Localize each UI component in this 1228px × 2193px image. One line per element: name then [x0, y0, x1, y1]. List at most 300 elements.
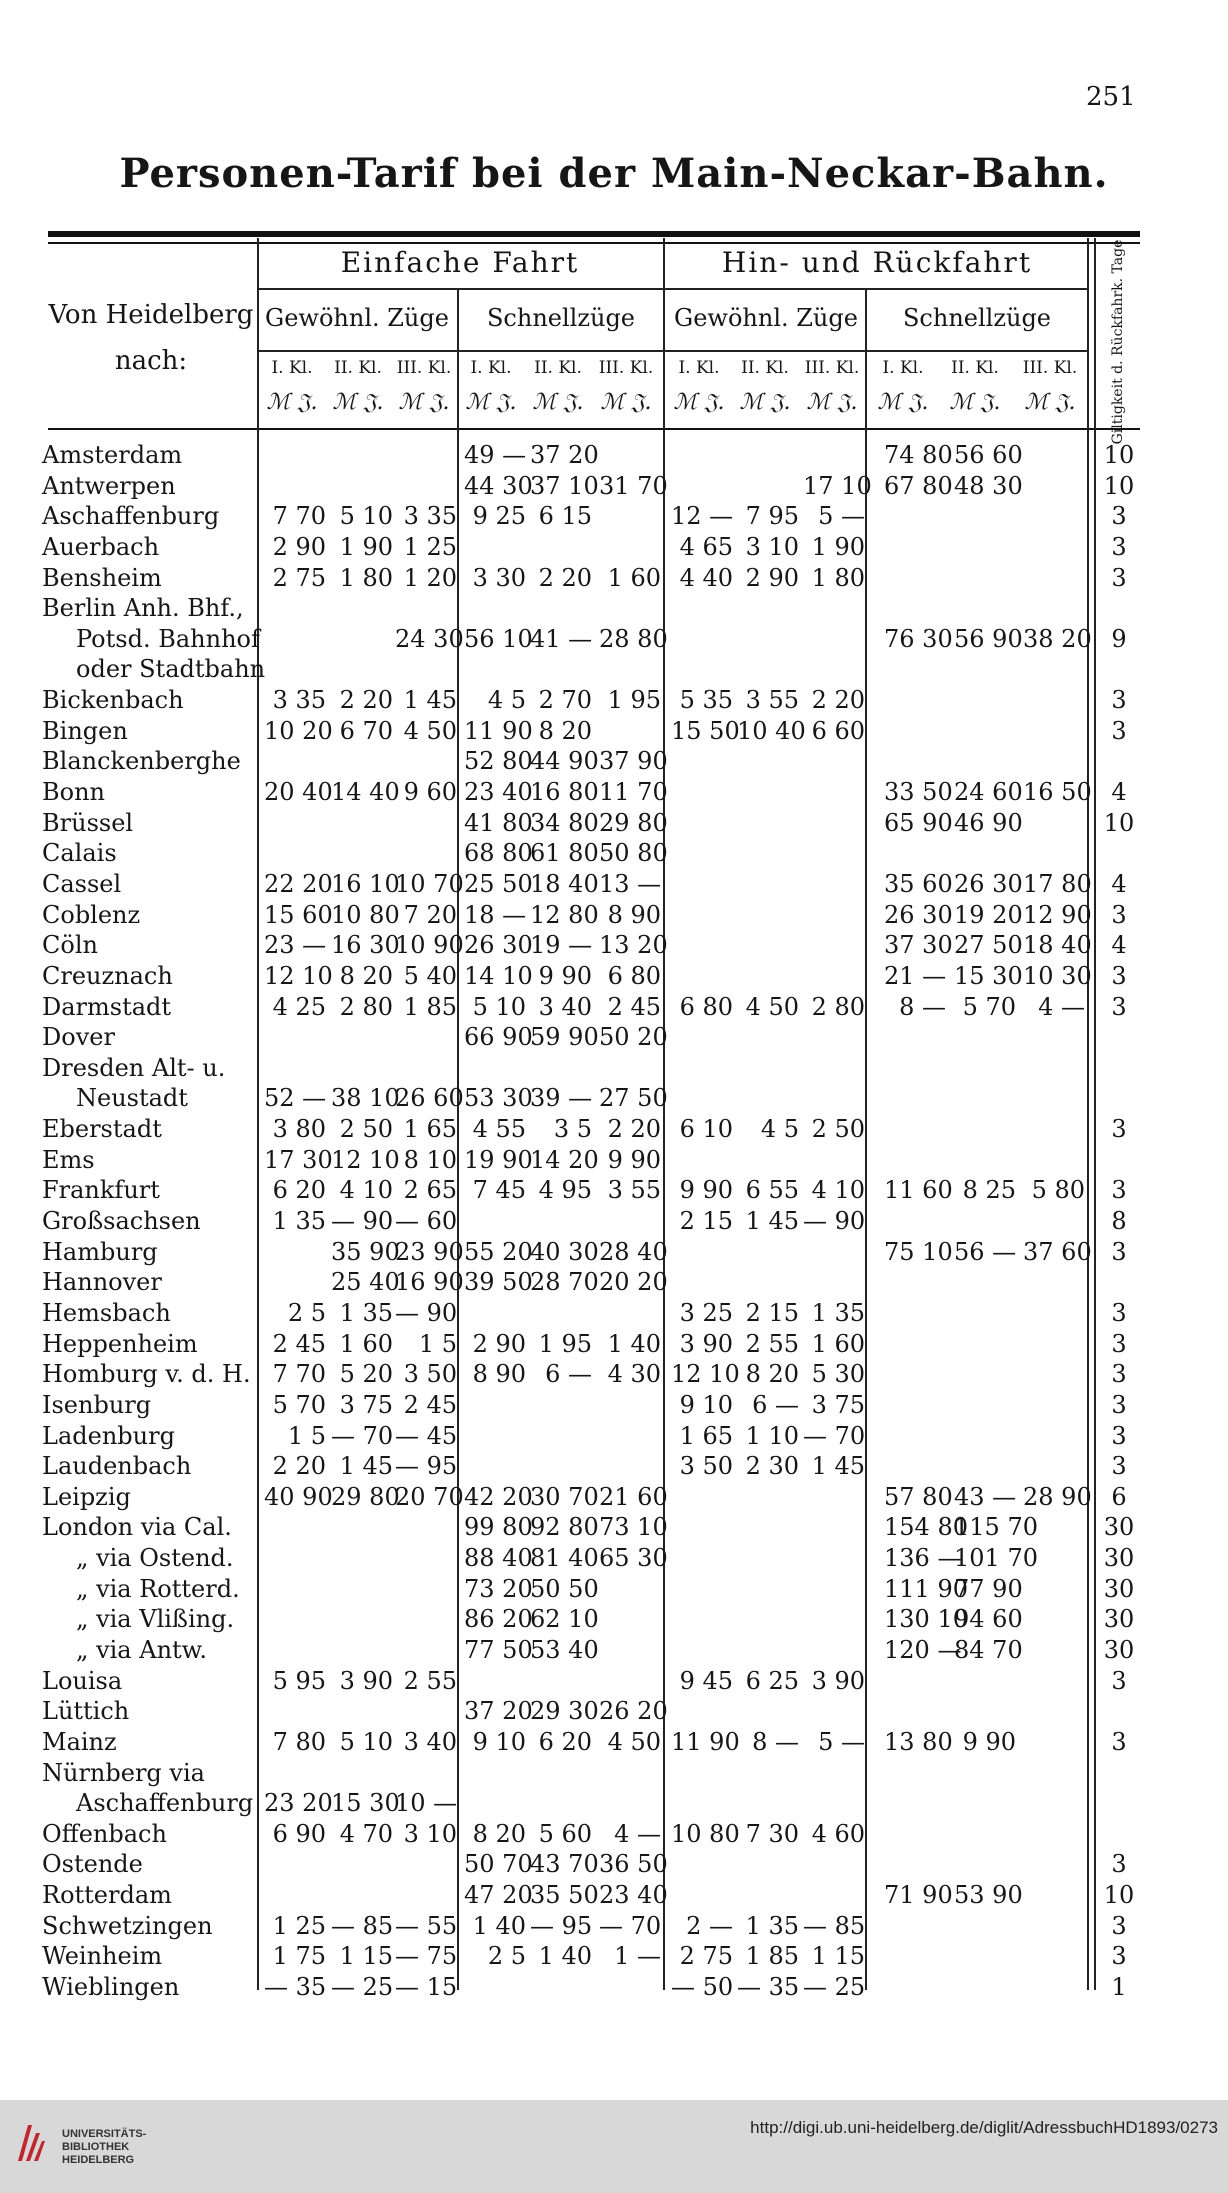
fare-cell: 2 45: [272, 1329, 326, 1358]
unit-header: ℳ 𝔍.: [332, 390, 384, 415]
subheader-rule: [257, 288, 663, 290]
table-row: [0, 440, 1228, 471]
validity-days: 3: [1111, 1298, 1127, 1327]
fare-cell: 1 —: [614, 1942, 661, 1971]
fare-cell: 1 60: [607, 563, 661, 592]
fare-cell: — 90: [803, 1207, 866, 1236]
fare-cell: 1 85: [403, 992, 457, 1021]
fare-cell: 4 70: [339, 1819, 393, 1848]
fare-cell: 2 80: [811, 992, 865, 1021]
class-header: III. Kl.: [598, 358, 654, 378]
validity-days: 1: [1111, 1973, 1127, 2002]
validity-days: 10: [1103, 441, 1135, 469]
destination-name: Neustadt: [76, 1084, 188, 1113]
fare-cell: 73 20: [464, 1574, 533, 1603]
fare-cell: 53 40: [530, 1635, 599, 1664]
validity-days: 3: [1111, 1452, 1127, 1481]
fare-cell: 3 10: [745, 532, 799, 561]
fare-cell: 31 70: [599, 471, 668, 500]
destination-name: Berlin Anh. Bhf.,: [42, 594, 244, 623]
fare-cell: 3 40: [403, 1727, 457, 1756]
fare-cell: 6 90: [272, 1819, 326, 1848]
fare-cell: 21 60: [599, 1482, 668, 1511]
fare-cell: 11 90: [464, 716, 533, 745]
page-title: Personen-Tarif bei der Main-Neckar-Bahn.: [119, 150, 1109, 197]
fare-cell: 7 70: [272, 1360, 326, 1389]
fare-cell: 25 40: [331, 1268, 400, 1297]
class-header: I. Kl.: [678, 358, 720, 378]
fare-cell: 8 20: [339, 961, 393, 990]
fare-cell: 44 30: [464, 471, 533, 500]
fare-cell: 41 —: [530, 624, 593, 653]
fare-cell: 1 35: [811, 1298, 865, 1327]
destination-name: Brüssel: [42, 808, 134, 837]
fare-cell: 1 40: [607, 1329, 661, 1358]
fare-cell: 12 90: [1023, 900, 1092, 929]
destination-name: Wieblingen: [42, 1973, 180, 2002]
fare-cell: 40 90: [264, 1482, 333, 1511]
fare-cell: 16 80: [530, 778, 599, 807]
fare-cell: 2 20: [339, 686, 393, 715]
fare-cell: — 95: [530, 1911, 593, 1940]
table-row: [0, 1114, 1228, 1145]
validity-header: [1096, 239, 1140, 445]
fare-cell: 4 10: [339, 1176, 393, 1205]
fare-cell: 1 45: [339, 1452, 393, 1481]
unit-header: ℳ 𝔍.: [739, 390, 791, 415]
top-rule: [48, 231, 1140, 237]
fare-cell: 73 10: [599, 1513, 668, 1542]
destination-name: Amsterdam: [42, 441, 183, 469]
fare-cell: 6 60: [811, 716, 865, 745]
validity-days: 4: [1111, 778, 1127, 807]
fare-cell: 84 70: [954, 1635, 1023, 1664]
validity-days: 6: [1111, 1482, 1127, 1511]
table-row: [0, 1359, 1228, 1390]
fare-cell: 1 95: [607, 686, 661, 715]
fare-cell: 4 55: [472, 1115, 526, 1144]
fare-cell: 20 20: [599, 1268, 668, 1297]
fare-cell: 53 90: [954, 1881, 1023, 1910]
fare-cell: 92 80: [530, 1513, 599, 1542]
validity-days: 4: [1111, 931, 1127, 960]
unit-header: ℳ 𝔍.: [266, 390, 318, 415]
table-row: [0, 777, 1228, 808]
fare-cell: 29 30: [530, 1697, 599, 1726]
destination-name: Hamburg: [42, 1237, 158, 1266]
fare-cell: 1 65: [403, 1115, 457, 1144]
fare-cell: — 25: [803, 1973, 866, 2002]
fare-cell: 9 10: [679, 1390, 733, 1419]
fare-cell: 8 90: [472, 1360, 526, 1389]
fare-cell: 37 30: [884, 931, 953, 960]
fare-cell: 101 70: [954, 1544, 1038, 1573]
fare-cell: 42 20: [464, 1482, 533, 1511]
fare-cell: 47 20: [464, 1881, 533, 1910]
destination-name: Blanckenberghe: [42, 747, 241, 776]
destination-name: Ems: [42, 1145, 95, 1174]
fare-cell: 34 80: [530, 808, 599, 837]
fare-cell: — 70: [331, 1421, 394, 1450]
destination-name: Frankfurt: [42, 1176, 160, 1205]
destination-name: Dresden Alt- u.: [42, 1053, 226, 1082]
table-row: [0, 900, 1228, 931]
fare-cell: 4 30: [607, 1360, 661, 1389]
fare-cell: 9 60: [403, 778, 457, 807]
fare-cell: 2 90: [472, 1329, 526, 1358]
fare-cell: 6 10: [679, 1115, 733, 1144]
fare-cell: 21 —: [884, 961, 947, 990]
fare-cell: 37 10: [530, 471, 599, 500]
fare-cell: 8 20: [745, 1360, 799, 1389]
fare-cell: 28 90: [1023, 1482, 1092, 1511]
fare-cell: 1 35: [272, 1207, 326, 1236]
fare-cell: 4 50: [745, 992, 799, 1021]
fare-cell: 3 90: [679, 1329, 733, 1358]
fare-cell: 26 20: [599, 1697, 668, 1726]
validity-days: 3: [1111, 1421, 1127, 1450]
fare-cell: 26 30: [884, 900, 953, 929]
subheader-rule: [665, 288, 1087, 290]
table-row: [0, 593, 1228, 624]
fare-cell: 14 20: [530, 1145, 599, 1174]
unit-header: ℳ 𝔍.: [1024, 390, 1076, 415]
fare-cell: 11 90: [671, 1727, 740, 1756]
fare-cell: 1 5: [287, 1421, 326, 1450]
fare-cell: 56 —: [954, 1237, 1017, 1266]
fare-cell: 4 65: [679, 532, 733, 561]
fare-cell: 19 —: [530, 931, 593, 960]
fare-cell: 56 10: [464, 624, 533, 653]
source-url-link[interactable]: http://digi.ub.uni-heidelberg.de/diglit/AdressbuchHD1893/0273: [750, 2118, 1218, 2137]
fare-cell: 2 55: [403, 1666, 457, 1695]
fare-cell: 27 50: [954, 931, 1023, 960]
validity-days: 3: [1111, 1911, 1127, 1940]
fare-cell: — 50: [671, 1973, 734, 2002]
fare-cell: 6 80: [679, 992, 733, 1021]
fare-cell: 11 70: [599, 778, 668, 807]
page-number: 251: [1086, 82, 1136, 112]
fare-cell: 23 —: [264, 931, 327, 960]
fare-cell: 9 10: [472, 1727, 526, 1756]
validity-days: 30: [1103, 1513, 1135, 1542]
fare-cell: 38 10: [331, 1084, 400, 1113]
validity-days: 3: [1111, 716, 1127, 745]
fare-cell: 6 15: [538, 502, 592, 531]
table-row: [0, 1206, 1228, 1237]
table-row: [0, 563, 1228, 594]
fare-cell: 27 50: [599, 1084, 668, 1113]
validity-days: 8: [1111, 1207, 1127, 1236]
validity-days: 3: [1111, 1176, 1127, 1205]
fare-cell: 7 30: [745, 1819, 799, 1848]
fare-cell: 9 90: [607, 1145, 661, 1174]
destination-name: „ via Rotterd.: [76, 1574, 240, 1603]
fare-cell: 7 95: [745, 502, 799, 531]
class-header: III. Kl.: [804, 358, 860, 378]
fare-cell: 8 10: [403, 1145, 457, 1174]
fare-cell: 5 —: [818, 1727, 865, 1756]
fare-cell: 39 —: [530, 1084, 593, 1113]
destination-name: „ via Antw.: [76, 1635, 207, 1664]
fare-cell: 4 40: [679, 563, 733, 592]
fare-cell: 9 25: [472, 502, 526, 531]
table-row: [0, 1482, 1228, 1513]
table-row: [0, 1696, 1228, 1727]
table-row: [0, 1849, 1228, 1880]
library-name-line: BIBLIOTHEK: [62, 2141, 130, 2153]
validity-days: 3: [1111, 502, 1127, 531]
fare-cell: 10 70: [395, 869, 464, 898]
fare-cell: — 55: [395, 1911, 458, 1940]
fare-cell: — 85: [803, 1911, 866, 1940]
fare-cell: 17 80: [1023, 869, 1092, 898]
fare-cell: 1 35: [745, 1911, 799, 1940]
fare-cell: 2 5: [487, 1942, 526, 1971]
class-header: II. Kl.: [334, 358, 382, 378]
fare-cell: 94 60: [954, 1605, 1023, 1634]
fare-cell: 10 20: [264, 716, 333, 745]
table-row: [0, 930, 1228, 961]
fare-cell: 5 60: [538, 1819, 592, 1848]
class-header: I. Kl.: [271, 358, 313, 378]
return-express-header: Schnellzüge: [902, 304, 1052, 332]
destination-name: Hemsbach: [42, 1298, 171, 1327]
fare-cell: 12 —: [671, 502, 734, 531]
fare-cell: 8 90: [607, 900, 661, 929]
destination-name: Bickenbach: [42, 686, 184, 715]
fare-cell: 9 90: [538, 961, 592, 990]
destination-name: Eberstadt: [42, 1115, 162, 1144]
fare-cell: 59 90: [530, 1023, 599, 1052]
fare-cell: 1 80: [339, 563, 393, 592]
table-row: [0, 961, 1228, 992]
fare-cell: 10 90: [395, 931, 464, 960]
fare-cell: 28 40: [599, 1237, 668, 1266]
destination-name: oder Stadtbahn: [76, 655, 266, 684]
validity-days: 30: [1103, 1574, 1135, 1603]
validity-days: 30: [1103, 1605, 1135, 1634]
fare-cell: 3 35: [403, 502, 457, 531]
destination-name: Leipzig: [42, 1482, 131, 1511]
fare-cell: 37 20: [530, 441, 599, 469]
unit-header: ℳ 𝔍.: [465, 390, 517, 415]
fare-cell: 65 90: [884, 808, 953, 837]
table-row: [0, 1788, 1228, 1819]
fare-cell: 2 75: [272, 563, 326, 592]
fare-cell: 48 30: [954, 471, 1023, 500]
fare-cell: 2 90: [745, 563, 799, 592]
table-row: [0, 1758, 1228, 1789]
fare-cell: 9 45: [679, 1666, 733, 1695]
validity-days: 30: [1103, 1544, 1135, 1573]
fare-cell: 46 90: [954, 808, 1023, 837]
table-row: [0, 1972, 1228, 2003]
fare-cell: 120 —: [884, 1635, 962, 1664]
table-row: [0, 716, 1228, 747]
fare-cell: 50 20: [599, 1023, 668, 1052]
fare-cell: 26 60: [395, 1084, 464, 1113]
table-row: [0, 1175, 1228, 1206]
fare-cell: 2 —: [686, 1911, 733, 1940]
fare-cell: 75 10: [884, 1237, 953, 1266]
fare-cell: 35 50: [530, 1881, 599, 1910]
table-row: [0, 1819, 1228, 1850]
fare-cell: 5 30: [811, 1360, 865, 1389]
class-header: II. Kl.: [741, 358, 789, 378]
validity-days: 3: [1111, 1115, 1127, 1144]
destination-name: Antwerpen: [42, 471, 176, 500]
fare-cell: 52 —: [264, 1084, 327, 1113]
unit-header: ℳ 𝔍.: [398, 390, 450, 415]
fare-cell: 40 30: [530, 1237, 599, 1266]
single-express-header: Schnellzüge: [486, 304, 636, 332]
fare-cell: 8 —: [752, 1727, 799, 1756]
fare-cell: 37 20: [464, 1697, 533, 1726]
table-row: [0, 1145, 1228, 1176]
fare-cell: 61 80: [530, 839, 599, 868]
destination-name: Aschaffenburg: [76, 1789, 254, 1818]
fare-cell: 4 5: [760, 1115, 799, 1144]
fare-cell: 3 90: [339, 1666, 393, 1695]
fare-cell: 12 10: [264, 961, 333, 990]
library-name-line: HEIDELBERG: [62, 2154, 135, 2166]
destination-name: Hannover: [42, 1268, 162, 1297]
fare-cell: 7 70: [272, 502, 326, 531]
top-rule-thin: [48, 242, 1140, 244]
table-row: [0, 624, 1228, 655]
class-header: III. Kl.: [1022, 358, 1078, 378]
fare-cell: 5 70: [962, 992, 1016, 1021]
table-row: [0, 1880, 1228, 1911]
destination-name: Bonn: [42, 778, 105, 807]
fare-cell: 1 25: [272, 1911, 326, 1940]
destination-name: Laudenbach: [42, 1452, 192, 1481]
table-row: [0, 501, 1228, 532]
fare-cell: — 35: [737, 1973, 800, 2002]
destination-name: Isenburg: [42, 1390, 152, 1419]
fare-cell: 16 50: [1023, 778, 1092, 807]
validity-days: 3: [1111, 686, 1127, 715]
table-row: [0, 1053, 1228, 1084]
destination-name: Bensheim: [42, 563, 162, 592]
table-row: [0, 1666, 1228, 1697]
fare-cell: 12 10: [671, 1360, 740, 1389]
fare-cell: 16 30: [331, 931, 400, 960]
fare-cell: 5 40: [403, 961, 457, 990]
fare-cell: 9 90: [962, 1727, 1016, 1756]
fare-cell: 3 50: [679, 1452, 733, 1481]
fare-cell: 6 —: [752, 1390, 799, 1419]
fare-cell: 11 60: [884, 1176, 953, 1205]
fare-cell: 3 5: [553, 1115, 592, 1144]
fare-cell: 5 10: [339, 502, 393, 531]
fare-cell: — 35: [264, 1973, 327, 2002]
fare-cell: 2 30: [745, 1452, 799, 1481]
fare-cell: 65 30: [599, 1544, 668, 1573]
fare-cell: 2 75: [679, 1942, 733, 1971]
fare-cell: 4 —: [614, 1819, 661, 1848]
fare-cell: 33 50: [884, 778, 953, 807]
validity-days: 3: [1111, 900, 1127, 929]
fare-cell: 1 45: [811, 1452, 865, 1481]
fare-cell: 1 15: [339, 1942, 393, 1971]
table-row: [0, 1421, 1228, 1452]
fare-cell: 5 70: [272, 1390, 326, 1419]
fare-cell: 1 75: [272, 1942, 326, 1971]
fare-cell: 7 80: [272, 1727, 326, 1756]
fare-cell: 1 5: [418, 1329, 457, 1358]
fare-cell: 2 65: [403, 1176, 457, 1205]
fare-cell: 26 30: [464, 931, 533, 960]
fare-cell: 35 60: [884, 869, 953, 898]
unit-header: ℳ 𝔍.: [877, 390, 929, 415]
fare-cell: 67 80: [884, 471, 953, 500]
table-row: [0, 1267, 1228, 1298]
table-row: [0, 532, 1228, 563]
destination-name: Ladenburg: [42, 1421, 175, 1450]
fare-cell: 76 30: [884, 624, 953, 653]
fare-cell: 10 30: [1023, 961, 1092, 990]
table-row: [0, 1512, 1228, 1543]
fare-cell: 50 70: [464, 1850, 533, 1879]
from-header-line-2: nach:: [114, 346, 188, 376]
fare-cell: 4 —: [1038, 992, 1085, 1021]
fare-cell: 1 45: [403, 686, 457, 715]
fare-cell: 50 80: [599, 839, 668, 868]
fare-cell: 3 40: [538, 992, 592, 1021]
fare-cell: 23 40: [464, 778, 533, 807]
fare-cell: 1 10: [745, 1421, 799, 1450]
validity-days: 3: [1111, 1329, 1127, 1358]
fare-cell: 5 95: [272, 1666, 326, 1695]
destination-name: Louisa: [42, 1666, 123, 1695]
table-row: [0, 654, 1228, 685]
destination-name: Schwetzingen: [42, 1911, 213, 1940]
fare-cell: 3 90: [811, 1666, 865, 1695]
fare-cell: 3 75: [339, 1390, 393, 1419]
fare-cell: 55 20: [464, 1237, 533, 1266]
fare-cell: 6 —: [545, 1360, 592, 1389]
fare-cell: 10 40: [737, 716, 806, 745]
fare-cell: 8 25: [962, 1176, 1016, 1205]
destination-name: „ via Ostend.: [76, 1544, 234, 1573]
fare-cell: 17 30: [264, 1145, 333, 1174]
fare-cell: 1 90: [339, 532, 393, 561]
fare-cell: 6 80: [607, 961, 661, 990]
validity-days: 4: [1111, 869, 1127, 898]
destination-name: Cassel: [42, 869, 122, 898]
table-row: [0, 1635, 1228, 1666]
table-row: [0, 838, 1228, 869]
destination-name: Darmstadt: [42, 992, 172, 1021]
fare-cell: 3 80: [272, 1115, 326, 1144]
fare-cell: 5 35: [679, 686, 733, 715]
fare-cell: 53 30: [464, 1084, 533, 1113]
destination-name: Weinheim: [42, 1942, 163, 1971]
destination-name: London via Cal.: [42, 1513, 232, 1542]
fare-cell: 2 80: [339, 992, 393, 1021]
fare-cell: 5 —: [818, 502, 865, 531]
fare-cell: 8 —: [899, 992, 946, 1021]
fare-cell: 28 70: [530, 1268, 599, 1297]
fare-cell: 1 90: [811, 532, 865, 561]
fare-cell: 1 95: [538, 1329, 592, 1358]
return-normal-header: Gewöhnl. Züge: [674, 304, 858, 332]
fare-cell: 5 80: [1031, 1176, 1085, 1205]
fare-cell: 2 20: [811, 686, 865, 715]
destination-name: Calais: [42, 839, 117, 868]
